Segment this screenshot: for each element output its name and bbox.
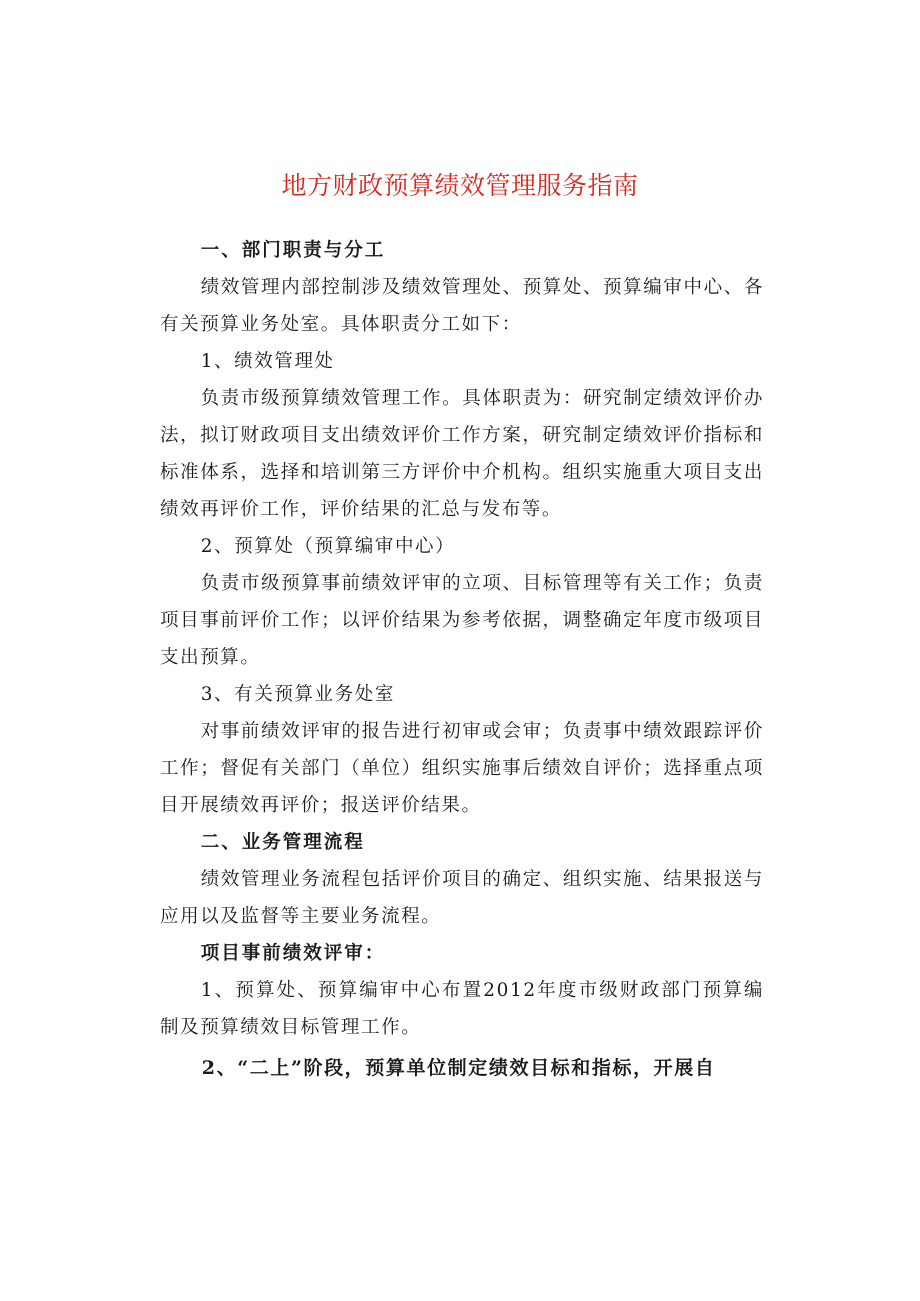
paragraph: 负责市级预算绩效管理工作。具体职责为：研究制定绩效评价办法，拟订财政项目支出绩效评价工作方案，研究制定绩效评价指标和标准体系，选择和培训第三方评价中介机构。组织实施重大项目支出绩效再评价工作，评价结果的汇总与发布等。 (160, 388, 764, 520)
subheading: 3、有关预算业务处室 (200, 684, 395, 705)
paragraph: 绩效管理内部控制涉及绩效管理处、预算处、预算编审中心、各有关预算业务处室。具体职责分工如下： (160, 277, 764, 335)
subheading: 2、预算处（预算编审中心） (200, 536, 456, 557)
section-heading-2: 二、业务管理流程 (200, 832, 365, 853)
paragraph: 负责市级预算事前绩效评审的立项、目标管理等有关工作；负责项目事前评价工作；以评价结果为参考依据，调整确定年度市级项目支出预算。 (160, 573, 764, 668)
paragraph-truncated: 2、“二上”阶段，预算单位制定绩效目标和指标，开展自 (201, 1057, 716, 1079)
paragraph: 绩效管理业务流程包括评价项目的确定、组织实施、结果报送与应用以及监督等主要业务流程。 (160, 869, 764, 927)
subheading: 1、绩效管理处 (200, 351, 335, 372)
section-heading-1: 一、部门职责与分工 (200, 240, 386, 261)
paragraph: 1、预算处、预算编审中心布置2012年度市级财政部门预算编制及预算绩效目标管理工作。 (160, 980, 764, 1038)
paragraph: 对事前绩效评审的报告进行初审或会审；负责事中绩效跟踪评价工作；督促有关部门（单位）组织实施事后绩效自评价；选择重点项目开展绩效再评价；报送评价结果。 (160, 721, 764, 816)
subsection-heading: 项目事前绩效评审： (200, 943, 386, 964)
document-body (160, 232, 764, 1087)
document-title: 地方财政预算绩效管理服务指南 (281, 171, 639, 200)
